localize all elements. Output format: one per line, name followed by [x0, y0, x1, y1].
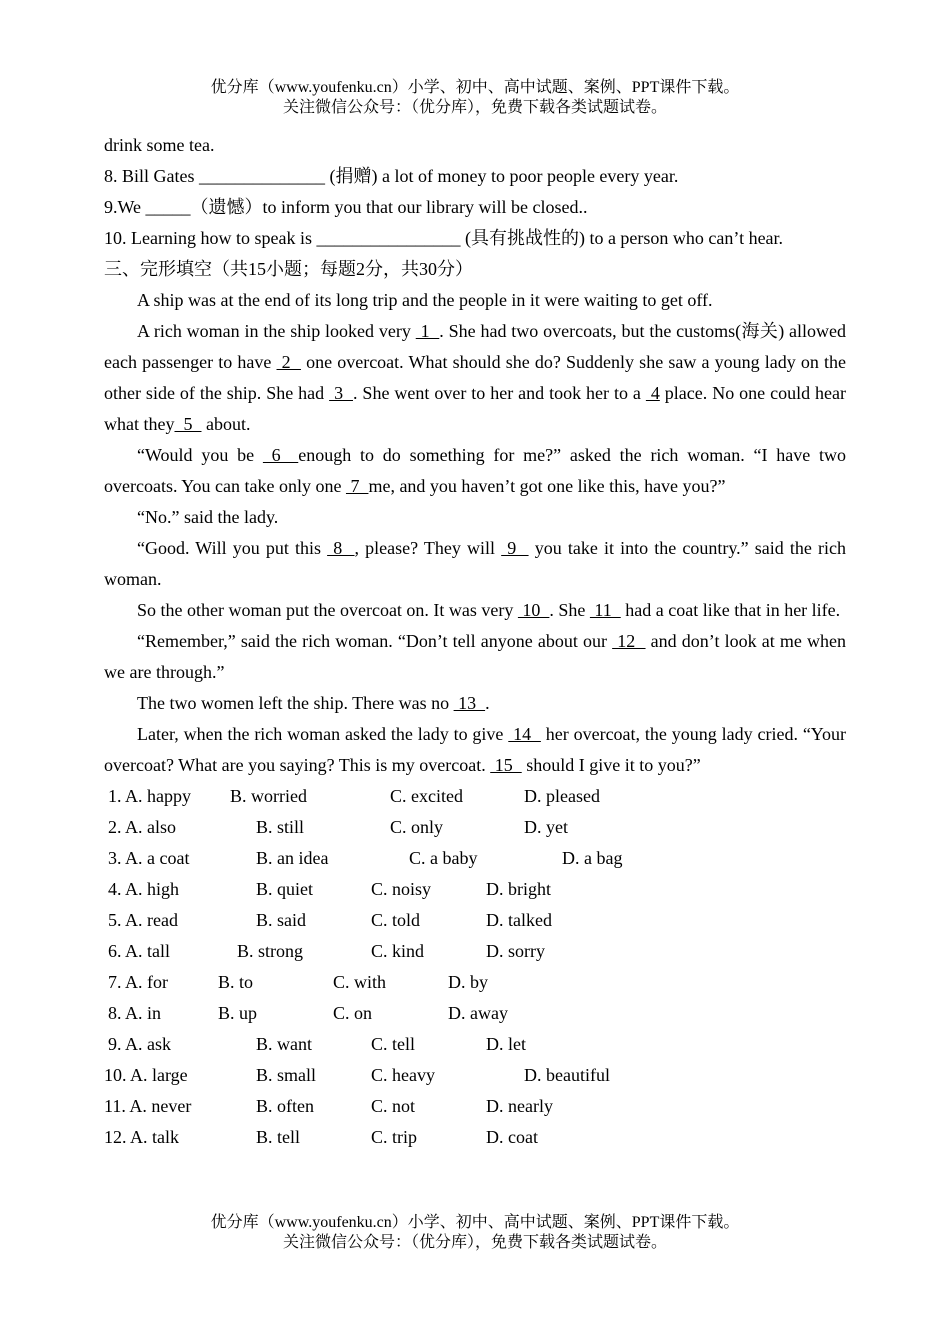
option-a: 5. A. read [108, 910, 178, 930]
blank-7: 7 [345, 476, 369, 496]
header-line-2: 关注微信公众号：（优分库），免费下载各类试题试卷。 [282, 99, 667, 116]
header-line-1: 优分库（www.youfenku.cn）小学、初中、高中试题、案例、PPT课件下载。 [210, 79, 740, 96]
blank-1: 1 [415, 321, 440, 341]
option-b: B. strong [237, 941, 304, 961]
option-b: B. said [256, 910, 307, 930]
option-a: 11. A. never [104, 1096, 192, 1116]
option-d: D. yet [524, 817, 568, 837]
options-list [104, 781, 846, 1153]
passage-text: So the other woman put the overcoat on. It was very [137, 600, 518, 620]
option-a: 12. A. talk [104, 1127, 179, 1147]
passage-text: . She went over to her and took her to a [352, 383, 646, 403]
option-c: C. only [390, 817, 444, 837]
passage-text: one overcoat. What should she do? Suddenly she saw a young lady on the other side of the ship. She had [104, 352, 847, 403]
option-a: 3. A. a coat [108, 848, 190, 868]
option-row-9 [104, 1029, 846, 1060]
passage-text: A rich woman in the ship looked very [137, 321, 416, 341]
option-d: D. beautiful [524, 1065, 610, 1085]
section-heading: 三、完形填空（共15小题；每题2分，共30分） [104, 259, 473, 279]
footer-line-2: 关注微信公众号：（优分库），免费下载各类试题试卷。 [282, 1234, 667, 1251]
option-row-3 [104, 843, 846, 874]
option-c: C. not [371, 1096, 416, 1116]
option-row-4 [104, 874, 846, 905]
option-c: C. kind [371, 941, 425, 961]
blank-11: 11 [589, 600, 621, 620]
option-a: 9. A. ask [108, 1034, 171, 1054]
option-row-7 [104, 967, 846, 998]
option-row-12 [104, 1122, 846, 1153]
option-b: B. still [256, 817, 305, 837]
option-d: D. sorry [486, 941, 545, 961]
passage-text: enough to do something for me?” asked the rich woman. “I have two overcoats. You can take only one [104, 445, 847, 496]
question-9: 9.We _____（遗憾）to inform you that our library will be closed.. [104, 197, 588, 217]
option-c: C. told [371, 910, 421, 930]
continued-line: drink some tea. [104, 135, 215, 155]
option-c: C. on [333, 1003, 373, 1023]
blank-5: 5 [174, 414, 202, 434]
option-row-6 [104, 936, 846, 967]
passage-text: , please? They will [354, 538, 502, 558]
blank-9: 9 [501, 538, 529, 558]
option-d: D. by [448, 972, 488, 992]
option-row-5 [104, 905, 846, 936]
option-b: B. an idea [256, 848, 329, 868]
option-d: D. bright [486, 879, 551, 899]
passage-text: “Remember,” said the rich woman. “Don’t tell anyone about our [137, 631, 613, 651]
passage-text: . She [549, 600, 590, 620]
footer-line-1: 优分库（www.youfenku.cn）小学、初中、高中试题、案例、PPT课件下载。 [210, 1214, 740, 1231]
passage-text: Later, when the rich woman asked the lady to give [137, 724, 509, 744]
option-b: B. quiet [256, 879, 313, 899]
passage-text: . [485, 693, 490, 713]
exam-body [104, 130, 846, 1153]
blank-10: 10 [517, 600, 550, 620]
passage-text: “Good. Will you put this [137, 538, 328, 558]
option-d: D. coat [486, 1127, 538, 1147]
option-a: 10. A. large [104, 1065, 188, 1085]
passage-paragraph-3 [104, 440, 846, 502]
option-c: C. trip [371, 1127, 418, 1147]
option-c: C. a baby [409, 848, 478, 868]
blank-15: 15 [490, 755, 522, 775]
option-c: C. excited [390, 786, 463, 806]
passage-paragraph-2 [104, 316, 846, 440]
question-8: 8. Bill Gates ______________ (捐赠) a lot of money to poor people every year. [104, 166, 679, 186]
passage-paragraph-6 [104, 595, 846, 626]
passage-text: her overcoat, the young lady cried. “Your overcoat? What are you saying? This is my overcoat. [104, 724, 846, 775]
blank-6: 6 [262, 445, 299, 465]
passage-paragraph-8 [104, 688, 846, 719]
option-row-10 [104, 1060, 846, 1091]
option-b: B. to [218, 972, 254, 992]
option-d: D. nearly [486, 1096, 553, 1116]
passage-text: me, and you haven’t got one like this, have you?” [368, 476, 726, 496]
passage-paragraph-5 [104, 533, 846, 595]
passage-text: “No.” said the lady. [137, 507, 279, 527]
passage-paragraph-7 [104, 626, 846, 688]
option-c: C. with [333, 972, 387, 992]
passage-text: you take it into the country.” said the rich woman. [104, 538, 847, 589]
option-d: D. talked [486, 910, 552, 930]
option-c: C. tell [371, 1034, 415, 1054]
option-c: C. heavy [371, 1065, 435, 1085]
question-10: 10. Learning how to speak is ________________ (具有挑战性的) to a person who can’t hear. [104, 228, 784, 248]
passage-text: had a coat like that in her life. [620, 600, 841, 620]
option-d: D. away [448, 1003, 508, 1023]
option-b: B. often [256, 1096, 314, 1116]
passage-paragraph-1 [104, 285, 846, 316]
passage-paragraph-4 [104, 502, 846, 533]
blank-13: 13 [453, 693, 486, 713]
blank-3: 3 [329, 383, 353, 403]
option-b: B. up [218, 1003, 258, 1023]
blank-12: 12 [612, 631, 646, 651]
option-d: D. let [486, 1034, 526, 1054]
blank-4: 4 [645, 383, 660, 403]
option-a: 2. A. also [108, 817, 177, 837]
passage-text: should I give it to you?” [521, 755, 701, 775]
option-a: 8. A. in [108, 1003, 162, 1023]
blank-2: 2 [276, 352, 301, 372]
option-a: 6. A. tall [108, 941, 170, 961]
option-a: 7. A. for [108, 972, 168, 992]
option-row-8 [104, 998, 846, 1029]
passage-text: place. No one could hear what they [104, 383, 847, 434]
option-d: D. a bag [562, 848, 623, 868]
option-b: B. want [256, 1034, 312, 1054]
blank-14: 14 [508, 724, 541, 744]
option-row-1 [104, 781, 846, 812]
page-footer [0, 1213, 950, 1253]
blank-8: 8 [327, 538, 355, 558]
passage-text: A ship was at the end of its long trip and the people in it were waiting to get off. [137, 290, 713, 310]
option-row-2 [104, 812, 846, 843]
page-header [0, 78, 950, 118]
option-row-11 [104, 1091, 846, 1122]
passage-text: . She had two overcoats, but the customs(海关) allowed each passenger to have [104, 321, 847, 372]
option-b: B. tell [256, 1127, 300, 1147]
passage-text: and don’t look at me when we are through.” [104, 631, 846, 682]
option-d: D. pleased [524, 786, 600, 806]
option-a: 1. A. happy [108, 786, 191, 806]
passage-text: The two women left the ship. There was no [137, 693, 454, 713]
passage-paragraph-9 [104, 719, 846, 781]
option-b: B. worried [230, 786, 307, 806]
option-b: B. small [256, 1065, 317, 1085]
option-a: 4. A. high [108, 879, 180, 899]
passage-text: “Would you be [137, 445, 263, 465]
passage-text: about. [201, 414, 251, 434]
option-c: C. noisy [371, 879, 432, 899]
